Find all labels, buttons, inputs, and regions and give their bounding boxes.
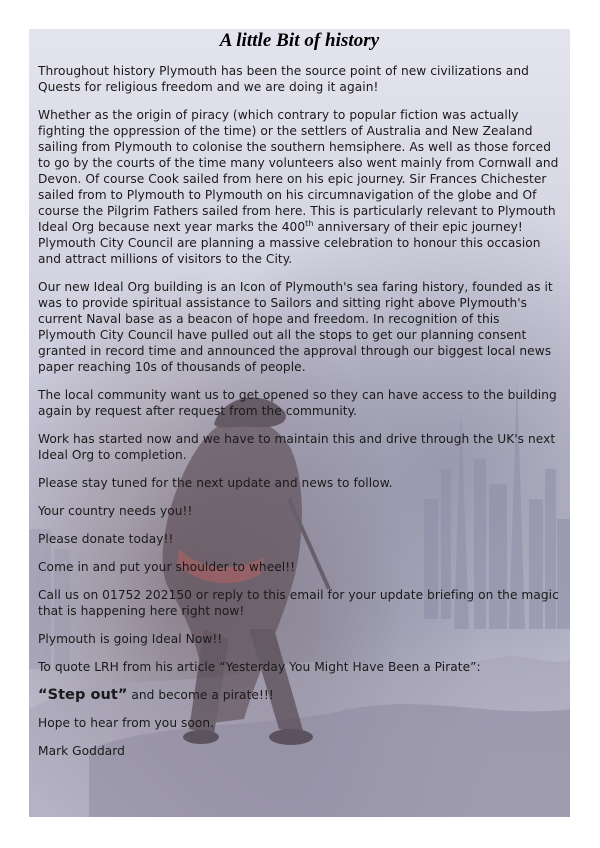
paragraph-building: Our new Ideal Org building is an Icon of Plymouth's sea faring history, founded as it was to provide spiritual assistance to Sailors and sitting right above Plymouth's current Naval base as a beacon of hope and freedom. In recognition of this Plymouth City Council have pulled out all the stops to get our planning consent granted in record time and announced the approval through our biggest local news paper reaching 10s of thousands of people. xyxy=(38,280,553,374)
ordinal-suffix: th xyxy=(305,218,314,228)
letter-content xyxy=(29,29,570,771)
paragraph-come-in: Come in and put your shoulder to wheel!! xyxy=(38,560,296,574)
paragraph-going-ideal: Plymouth is going Ideal Now!! xyxy=(38,632,223,646)
step-out-quote: “Step out” xyxy=(38,687,128,703)
paragraph-stay-tuned: Please stay tuned for the next update and news to follow. xyxy=(38,476,393,490)
background-panel xyxy=(29,29,570,817)
paragraph-call-us: Call us on 01752 202150 or reply to this email for your update briefing on the magic that is happening here right now! xyxy=(38,588,559,618)
paragraph-intro: Throughout history Plymouth has been the source point of new civilizations and Quests for religious freedom and we are doing it again! xyxy=(38,64,529,94)
paragraph-country-needs: Your country needs you!! xyxy=(38,504,193,518)
paragraph-step-out xyxy=(38,687,561,703)
step-out-rest: and become a pirate!!! xyxy=(127,688,274,702)
paragraph-community: The local community want us to get opened so they can have access to the building again by request after request from the community. xyxy=(38,388,557,418)
paragraph-quote-intro: To quote LRH from his article “Yesterday You Might Have Been a Pirate”: xyxy=(38,660,481,674)
paragraph-donate: Please donate today!! xyxy=(38,532,174,546)
paragraph-history-text-b: anniversary of their epic journey! Plymouth City Council are planning a massive celebration to honour this occasion and attract millions of visitors to the City. xyxy=(38,220,541,266)
page-title: A little Bit of history xyxy=(219,30,380,51)
paragraph-work: Work has started now and we have to maintain this and drive through the UK's next Ideal Org to completion. xyxy=(38,432,556,462)
signature: Mark Goddard xyxy=(38,744,125,758)
paragraph-history xyxy=(38,107,561,267)
paragraph-history-text-a: Whether as the origin of piracy (which contrary to popular fiction was actually fighting the oppression of the time) or the settlers of Australia and New Zealand sailing from Plymouth to colonise the southern hemsiphere. As well as those forced to go by the courts of the time many volunteers also went mainly from Cornwall and Devon. Of course Cook sailed from here on his epic journey. Sir Frances Chichester sailed from to Plymouth to Plymouth on his circumnavigation of the globe and Of course the Pilgrim Fathers sailed from here. This is particularly relevant to Plymouth Ideal Org because next year marks the 400 xyxy=(38,108,559,234)
paragraph-hope: Hope to hear from you soon. xyxy=(38,716,215,730)
